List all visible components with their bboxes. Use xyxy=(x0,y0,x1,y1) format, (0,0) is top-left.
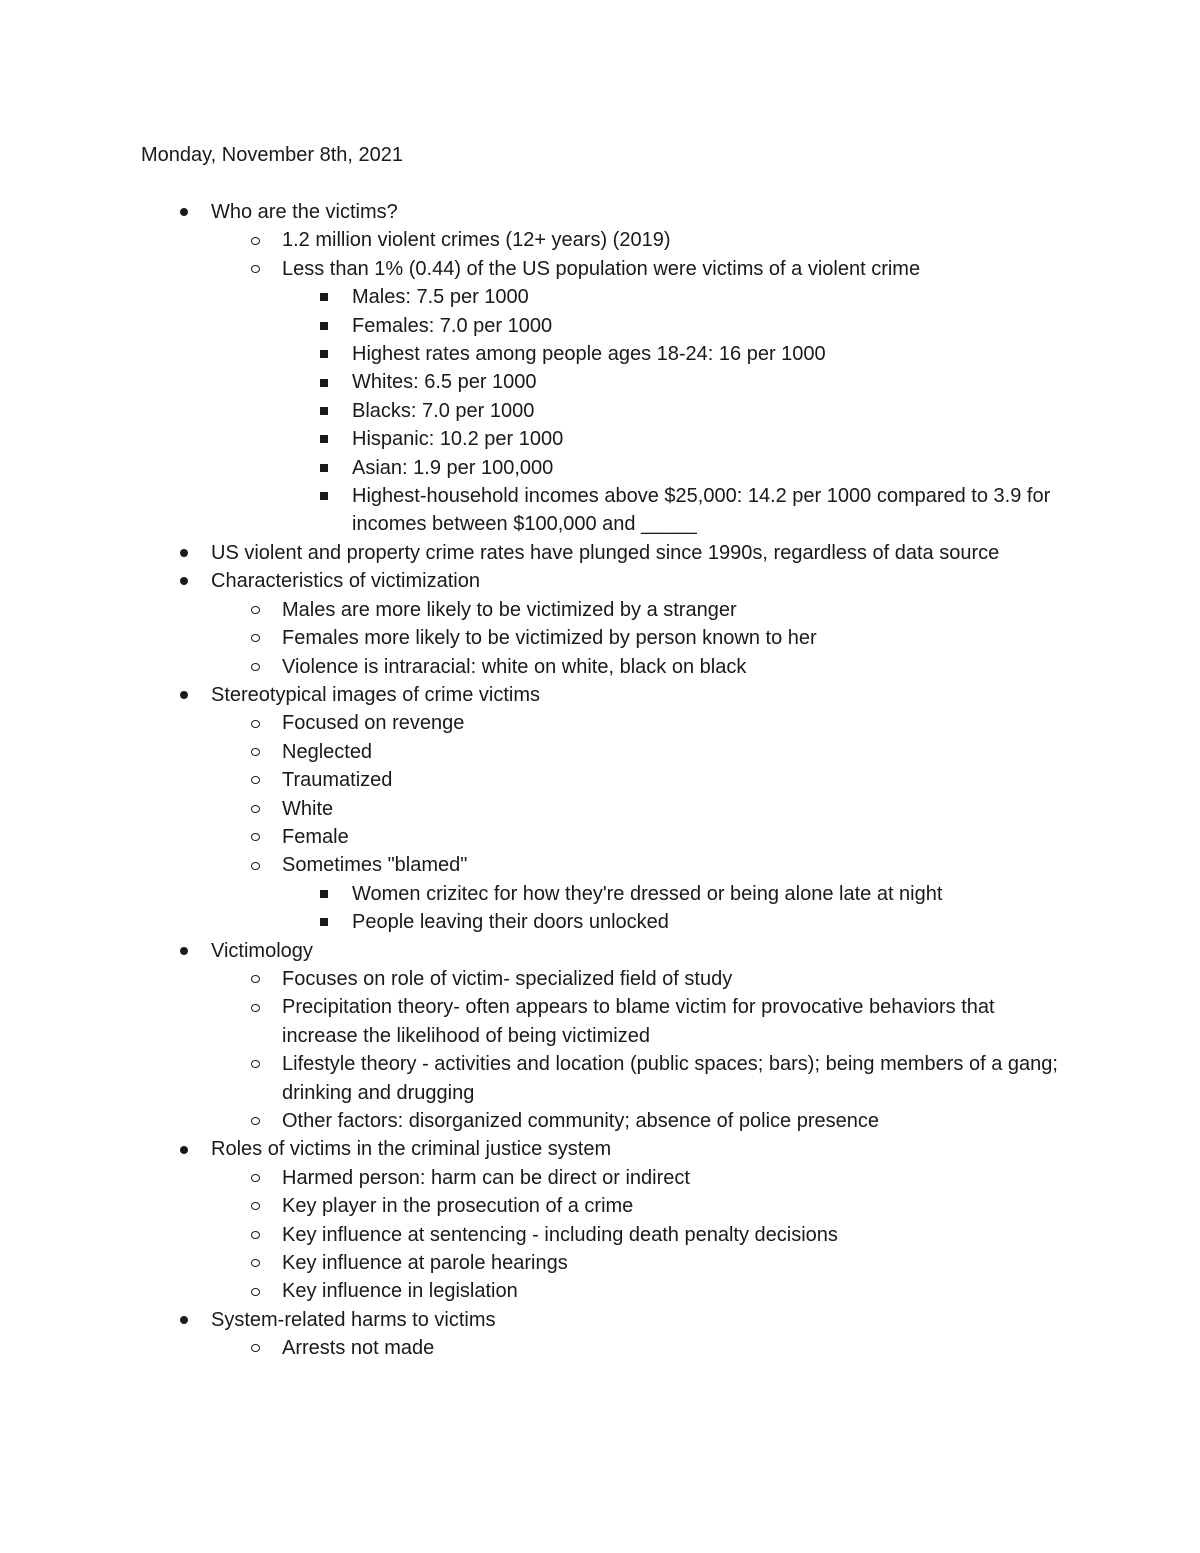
hollow-bullet-icon xyxy=(245,624,265,652)
outline-item-level-2 xyxy=(0,1192,1200,1220)
hollow-bullet-icon xyxy=(245,653,265,681)
square-bullet-icon xyxy=(314,340,334,368)
outline-item-level-1 xyxy=(0,567,1200,595)
hollow-bullet-icon xyxy=(245,255,265,283)
outline-item-text: Sometimes "blamed" xyxy=(282,854,468,877)
outline-item-text: Traumatized xyxy=(282,769,393,792)
outline-item-level-2 xyxy=(0,851,1200,879)
square-bullet-icon xyxy=(314,397,334,425)
square-bullet-icon xyxy=(314,368,334,396)
outline-item-text: Key influence in legislation xyxy=(282,1280,518,1303)
outline-item-level-2 xyxy=(0,1249,1200,1277)
outline-item-level-1 xyxy=(0,539,1200,567)
outline-item-text: Males are more likely to be victimized by a stranger xyxy=(282,598,737,621)
outline-item-text: Arrests not made xyxy=(282,1337,435,1360)
hollow-bullet-icon xyxy=(245,1221,265,1249)
outline-item-level-3 xyxy=(0,340,1200,368)
filled-bullet-icon xyxy=(174,681,194,709)
outline-item-text: Blacks: 7.0 per 1000 xyxy=(352,399,535,422)
filled-bullet-icon xyxy=(174,1306,194,1334)
outline-item-level-2 xyxy=(0,738,1200,766)
outline-item-level-3 xyxy=(0,368,1200,396)
hollow-bullet-icon xyxy=(245,1164,265,1192)
outline-item-level-3 xyxy=(0,283,1200,311)
filled-bullet-icon xyxy=(174,567,194,595)
outline-item-level-3 xyxy=(0,425,1200,453)
hollow-bullet-icon xyxy=(245,851,265,879)
hollow-bullet-icon xyxy=(245,738,265,766)
hollow-bullet-icon xyxy=(245,226,265,254)
outline-item-text: Key influence at sentencing - including death penalty decisions xyxy=(282,1223,838,1246)
outline-item-text: Highest rates among people ages 18-24: 16 per 1000 xyxy=(352,343,826,366)
outline-item-text: Characteristics of victimization xyxy=(211,570,480,593)
outline-item-level-2 xyxy=(0,993,1200,1050)
filled-bullet-icon xyxy=(174,1135,194,1163)
hollow-bullet-icon xyxy=(245,795,265,823)
outline-item-text: Women crizitec for how they're dressed or being alone late at night xyxy=(352,882,943,905)
outline-item-text: Less than 1% (0.44) of the US population were victims of a violent crime xyxy=(282,257,921,280)
notes-outline xyxy=(0,198,1200,1363)
outline-item-text: Violence is intraracial: white on white, black on black xyxy=(282,655,747,678)
outline-item-text: System-related harms to victims xyxy=(211,1308,496,1331)
hollow-bullet-icon xyxy=(245,965,265,993)
outline-item-level-2 xyxy=(0,795,1200,823)
filled-bullet-icon xyxy=(174,539,194,567)
outline-item-text: Precipitation theory- often appears to blame victim for provocative behaviors that increase the likelihood of being victimized xyxy=(282,996,995,1047)
filled-bullet-icon xyxy=(174,198,194,226)
outline-item-level-3 xyxy=(0,312,1200,340)
outline-item-text: Victimology xyxy=(211,939,313,962)
outline-item-level-2 xyxy=(0,709,1200,737)
document-date: Monday, November 8th, 2021 xyxy=(141,144,404,166)
hollow-bullet-icon xyxy=(245,823,265,851)
hollow-bullet-icon xyxy=(245,993,265,1021)
outline-item-level-1 xyxy=(0,681,1200,709)
hollow-bullet-icon xyxy=(245,1277,265,1305)
outline-item-text: Who are the victims? xyxy=(211,201,398,223)
outline-item-level-1 xyxy=(0,1306,1200,1334)
outline-item-text: Female xyxy=(282,825,349,848)
hollow-bullet-icon xyxy=(245,1107,265,1135)
outline-item-text: Females more likely to be victimized by person known to her xyxy=(282,627,817,650)
outline-item-level-2 xyxy=(0,965,1200,993)
outline-item-level-2 xyxy=(0,255,1200,283)
outline-item-level-2 xyxy=(0,766,1200,794)
outline-item-text: Highest-household incomes above $25,000: 14.2 per 1000 compared to 3.9 for incomes between $100,000 and _____ xyxy=(352,485,1051,536)
outline-item-level-2 xyxy=(0,226,1200,254)
outline-item-text: Key player in the prosecution of a crime xyxy=(282,1195,634,1218)
outline-item-text: Other factors: disorganized community; absence of police presence xyxy=(282,1110,879,1132)
outline-item-level-2 xyxy=(0,1277,1200,1305)
outline-item-level-3 xyxy=(0,454,1200,482)
outline-item-level-3 xyxy=(0,397,1200,425)
outline-item-text: US violent and property crime rates have plunged since 1990s, regardless of data source xyxy=(211,541,1000,564)
outline-item-text: Lifestyle theory - activities and location (public spaces; bars); being members of a gang; drinking and drugging xyxy=(282,1053,1058,1104)
outline-item-level-2 xyxy=(0,1334,1200,1362)
outline-item-text: 1.2 million violent crimes (12+ years) (2019) xyxy=(282,229,671,252)
outline-item-text: Neglected xyxy=(282,740,373,763)
outline-item-text: Females: 7.0 per 1000 xyxy=(352,314,553,337)
outline-item-level-2 xyxy=(0,1050,1200,1107)
outline-item-text: White xyxy=(282,797,334,820)
square-bullet-icon xyxy=(314,454,334,482)
square-bullet-icon xyxy=(314,312,334,340)
square-bullet-icon xyxy=(314,908,334,936)
outline-item-level-2 xyxy=(0,653,1200,681)
outline-item-level-3 xyxy=(0,482,1200,539)
outline-item-level-3 xyxy=(0,880,1200,908)
square-bullet-icon xyxy=(314,482,334,510)
hollow-bullet-icon xyxy=(245,596,265,624)
outline-item-text: Focuses on role of victim- specialized field of study xyxy=(282,967,733,990)
outline-item-level-1 xyxy=(0,937,1200,965)
outline-item-level-1 xyxy=(0,1135,1200,1163)
outline-item-level-2 xyxy=(0,1221,1200,1249)
outline-item-level-2 xyxy=(0,624,1200,652)
hollow-bullet-icon xyxy=(245,1334,265,1362)
square-bullet-icon xyxy=(314,425,334,453)
square-bullet-icon xyxy=(314,283,334,311)
filled-bullet-icon xyxy=(174,937,194,965)
outline-item-text: Focused on revenge xyxy=(282,712,465,735)
hollow-bullet-icon xyxy=(245,1192,265,1220)
square-bullet-icon xyxy=(314,880,334,908)
hollow-bullet-icon xyxy=(245,1050,265,1078)
outline-item-text: Hispanic: 10.2 per 1000 xyxy=(352,428,564,451)
outline-item-text: Asian: 1.9 per 100,000 xyxy=(352,456,554,479)
outline-item-text: Whites: 6.5 per 1000 xyxy=(352,371,537,394)
outline-item-text: Roles of victims in the criminal justice system xyxy=(211,1138,612,1161)
hollow-bullet-icon xyxy=(245,766,265,794)
hollow-bullet-icon xyxy=(245,709,265,737)
hollow-bullet-icon xyxy=(245,1249,265,1277)
outline-item-level-2 xyxy=(0,1107,1200,1135)
outline-item-level-2 xyxy=(0,1164,1200,1192)
outline-item-text: Stereotypical images of crime victims xyxy=(211,683,540,706)
outline-item-level-3 xyxy=(0,908,1200,936)
outline-item-text: People leaving their doors unlocked xyxy=(352,911,669,934)
outline-item-text: Key influence at parole hearings xyxy=(282,1252,568,1275)
outline-item-level-2 xyxy=(0,596,1200,624)
outline-item-level-1 xyxy=(0,198,1200,226)
outline-item-text: Males: 7.5 per 1000 xyxy=(352,286,529,309)
outline-item-level-2 xyxy=(0,823,1200,851)
outline-item-text: Harmed person: harm can be direct or indirect xyxy=(282,1166,690,1189)
